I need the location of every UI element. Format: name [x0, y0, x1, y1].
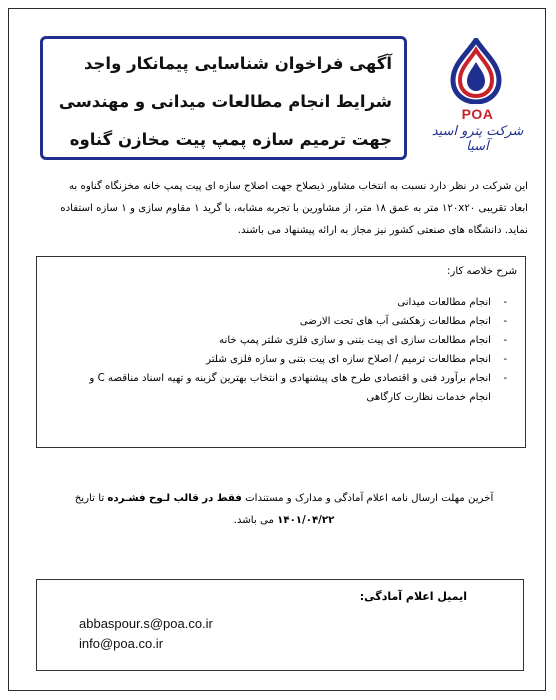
intro-line-3: نماید. دانشگاه های صنعتی کشور نیز مجاز به ارائه پیشنهاد می باشند.: [237, 225, 528, 236]
work-summary-box: [36, 256, 526, 448]
deadline-text: آخرین مهلت ارسال نامه اعلام آمادگی و مدارک و مستندات: [245, 493, 494, 504]
summary-heading: شرح خلاصه کار:: [446, 266, 517, 277]
email-link[interactable]: abbaspour.s@poa.co.ir: [79, 616, 213, 631]
list-item: - انجام مطالعات زهکشی آب های تحت الارضی: [299, 316, 507, 327]
intro-line-2: ابعاد تقریبی ۱۲۰x۲۰ متر به عمق ۱۸ متر، از مشاورین با تجربه مشابه، با گرید ۱ مقاوم سازی و ۱ سازه استفاده: [60, 203, 528, 214]
intro-paragraph: [40, 176, 528, 242]
deadline-date: ۱۴۰۱/۰۴/۲۲: [277, 515, 335, 526]
logo-company-name: شرکت پترو اسید آسیا: [431, 124, 524, 154]
company-logo: [425, 38, 530, 156]
summary-list: [45, 293, 517, 407]
title-line-2: شرایط انجام مطالعات میدانی و مهندسی: [58, 92, 392, 111]
title-line-1: آگهی فراخوان شناسایی پیمانکار واجد: [84, 54, 392, 73]
logo-abbrev: POA: [461, 106, 494, 122]
deadline-suffix: می باشد.: [233, 515, 274, 526]
contact-heading: ایمیل اعلام آمادگی:: [359, 590, 467, 603]
flame-drop-icon: [445, 38, 507, 104]
list-item: - انجام مطالعات میدانی: [397, 297, 507, 308]
announcement-title-box: [40, 36, 407, 160]
list-item: انجام خدمات نظارت کارگاهی: [366, 392, 491, 403]
list-item: - انجام برآورد فنی و اقتصادی طرح های پیشنهادی و انتخاب بهترین گزینه و تهیه اسناد مناقصه C و: [89, 373, 507, 384]
email-link[interactable]: info@poa.co.ir: [79, 636, 164, 651]
list-item: - انجام مطالعات ترمیم / اصلاح سازه ای پیت بتنی و سازه فلزی شلتر: [206, 354, 507, 365]
deadline-until: تا تاریخ: [74, 493, 105, 504]
contact-box: [36, 579, 524, 671]
list-item: - انجام مطالعات سازی ای پیت بتنی و سازی فلزی شلتر پمپ خانه: [219, 335, 507, 346]
deadline-bold: فقط در قالب لـوح فشـرده: [107, 493, 242, 504]
deadline-notice: [40, 488, 528, 532]
title-line-3: جهت ترمیم سازه پمپ پیت مخازن گناوه: [69, 130, 392, 149]
intro-line-1: این شرکت در نظر دارد نسبت به انتخاب مشاور ذیصلاح جهت اصلاح سازه ای پیت پمپ خانه مخزنگاه گناوه به: [68, 181, 528, 192]
